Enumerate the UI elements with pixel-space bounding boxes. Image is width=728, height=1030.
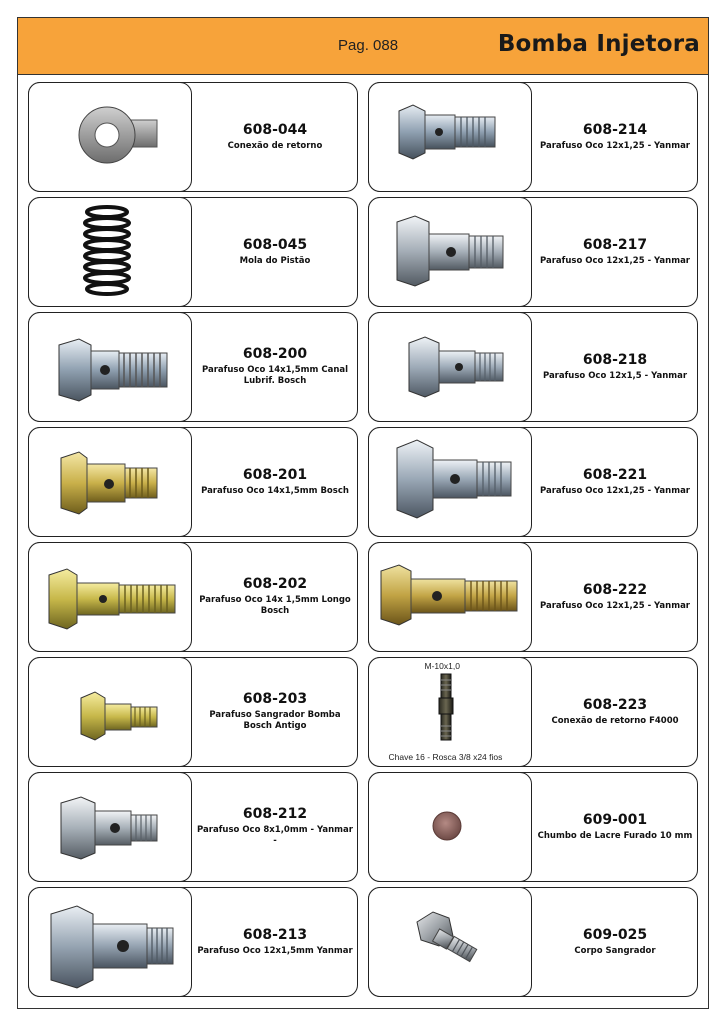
product-description: Parafuso Oco 8x1,0mm - Yanmar - (197, 825, 353, 846)
product-card-608-044 (28, 82, 358, 192)
product-code: 608-221 (582, 466, 648, 483)
product-description: Mola do Pistão (239, 255, 311, 266)
product-code: 608-222 (582, 581, 648, 598)
product-description: Parafuso Oco 12x1,5 - Yanmar (542, 370, 688, 381)
product-image (368, 887, 532, 997)
banjo-bolt-icon (369, 543, 530, 650)
product-info (193, 428, 357, 535)
product-image (368, 82, 532, 192)
bleeder-bolt-icon (29, 658, 190, 765)
product-description: Parafuso Sangrador Bomba Bosch Antigo (209, 710, 341, 731)
product-code: 608-212 (242, 806, 308, 822)
product-card-609-001 (368, 772, 698, 882)
product-card-608-212 (28, 772, 358, 882)
product-card-608-203 (28, 657, 358, 767)
product-code: 608-044 (242, 121, 308, 138)
product-code: 608-223 (582, 696, 648, 713)
product-description: Parafuso Oco 12x1,25 - Yanmar (539, 255, 690, 266)
product-image (368, 427, 532, 537)
product-code: 608-202 (242, 576, 308, 592)
product-description: Parafuso Oco 12x1,25 - Yanmar (539, 600, 690, 611)
product-info (533, 313, 697, 420)
product-image (28, 82, 192, 192)
product-description: Parafuso Oco 12x1,5mm Yanmar (197, 945, 353, 956)
product-card-608-221 (368, 427, 698, 537)
page-title: Bomba Injetora (497, 31, 700, 57)
product-image (28, 197, 192, 307)
product-info (193, 543, 357, 650)
product-code: 608-218 (582, 351, 648, 368)
product-info (193, 773, 357, 880)
product-info (533, 543, 697, 650)
product-info (533, 888, 697, 995)
product-code: 608-203 (242, 691, 308, 707)
product-description: Conexão de retorno (227, 140, 323, 151)
banjo-bolt-icon (369, 83, 530, 190)
bleeder-body-icon (369, 888, 530, 995)
product-image (368, 197, 532, 307)
product-info (533, 83, 697, 190)
banjo-bolt-icon (29, 313, 190, 420)
spring-icon (29, 198, 190, 305)
product-image (28, 427, 192, 537)
product-image (368, 772, 532, 882)
product-card-608-218 (368, 312, 698, 422)
product-info (533, 428, 697, 535)
product-description: Parafuso Oco 14x 1,5mm Longo Bosch (199, 595, 351, 616)
product-code: 608-200 (242, 346, 308, 362)
banjo-bolt-icon (29, 888, 190, 995)
product-code: 608-213 (242, 926, 308, 943)
product-code: 609-001 (582, 811, 648, 828)
thread-note: M-10x1,0 (424, 660, 460, 671)
product-image (28, 772, 192, 882)
product-description: Chumbo de Lacre Furado 10 mm (537, 830, 693, 841)
product-image (28, 887, 192, 997)
product-code: 608-214 (582, 121, 648, 138)
product-card-608-222 (368, 542, 698, 652)
banjo-bolt-icon (369, 313, 530, 420)
banjo-bolt-icon (29, 543, 190, 650)
product-image (28, 657, 192, 767)
product-info (533, 658, 697, 765)
stud-icon (369, 658, 530, 765)
product-description: Parafuso Oco 12x1,25 - Yanmar (539, 485, 690, 496)
banjo-bolt-icon (369, 198, 530, 305)
product-description: Parafuso Oco 14x1,5mm Canal Lubrif. Bosch (201, 365, 349, 386)
product-code: 608-045 (242, 236, 308, 253)
product-image (368, 312, 532, 422)
banjo-bolt-icon (29, 773, 190, 880)
product-description: Parafuso Oco 14x1,5mm Bosch (201, 485, 349, 496)
product-info (193, 198, 357, 305)
product-info (193, 888, 357, 995)
product-info (193, 658, 357, 765)
product-card-608-213 (28, 887, 358, 997)
product-info (193, 83, 357, 190)
wrench-note: Chave 16 - Rosca 3/8 x24 fios (388, 751, 503, 762)
product-code: 608-217 (582, 236, 648, 253)
page-number: Pag. 088 (338, 37, 399, 54)
product-card-608-202 (28, 542, 358, 652)
product-info (533, 773, 697, 880)
product-card-609-025 (368, 887, 698, 997)
product-card-608-217 (368, 197, 698, 307)
return-connection-icon (29, 83, 190, 190)
product-code: 608-201 (242, 466, 308, 483)
product-card-608-200 (28, 312, 358, 422)
product-image (368, 657, 532, 767)
product-image (368, 542, 532, 652)
banjo-bolt-icon (369, 428, 530, 535)
product-card-608-214 (368, 82, 698, 192)
product-code: 609-025 (582, 926, 648, 943)
product-card-608-201 (28, 427, 358, 537)
banjo-bolt-icon (29, 428, 190, 535)
product-description: Corpo Sangrador (574, 945, 656, 956)
product-description: Conexão de retorno F4000 (551, 715, 679, 726)
product-card-608-223 (368, 657, 698, 767)
product-image (28, 312, 192, 422)
product-info (533, 198, 697, 305)
product-card-608-045 (28, 197, 358, 307)
product-info (193, 313, 357, 420)
product-description: Parafuso Oco 12x1,25 - Yanmar (539, 140, 690, 151)
product-image (28, 542, 192, 652)
lead-seal-icon (369, 773, 530, 880)
